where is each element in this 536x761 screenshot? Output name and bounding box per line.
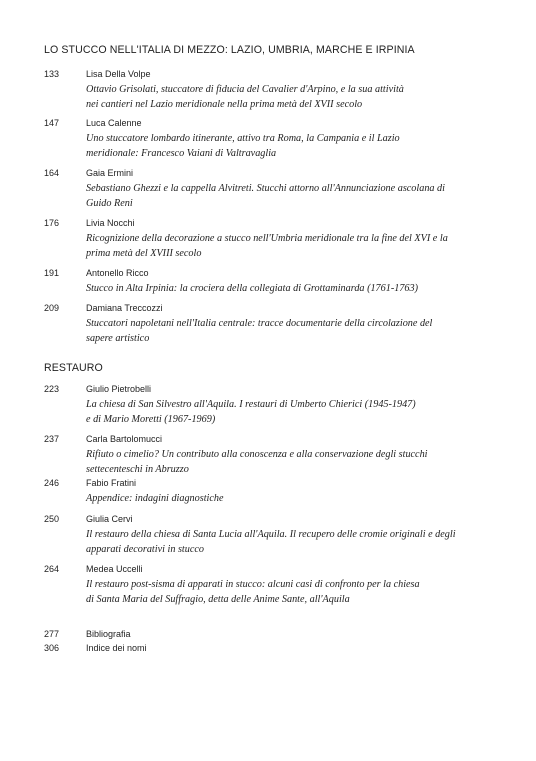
back-matter-label: Bibliografia <box>86 629 131 639</box>
entry-author: Carla Bartolomucci <box>86 434 163 444</box>
page-number: 223 <box>44 384 60 394</box>
entry-title-line: Ottavio Grisolati, stuccatore di fiducia del Cavalier d'Arpino, e la sua attività <box>86 84 404 95</box>
entry-title <box>86 281 506 296</box>
entry-title-line: apparati decorativi in stucco <box>86 544 204 555</box>
page-number: 246 <box>44 478 60 488</box>
entry-title <box>86 447 506 477</box>
entry-title <box>86 316 506 346</box>
page-number: 237 <box>44 434 60 444</box>
entry-author: Giulia Cervi <box>86 514 133 524</box>
entry-author: Medea Uccelli <box>86 564 143 574</box>
entry-author: Giulio Pietrobelli <box>86 384 152 394</box>
page-number: 133 <box>44 69 60 79</box>
entry-title <box>86 181 506 211</box>
page-number: 264 <box>44 564 60 574</box>
entry-title <box>86 397 506 427</box>
entry-title-line: Stuccatori napoletani nell'Italia centrale: tracce documentarie della circolazione del <box>86 318 433 329</box>
entry-title-line: Guido Reni <box>86 198 133 209</box>
entry-title <box>86 131 506 161</box>
entry-title-line: Rifiuto o cimelio? Un contributo alla conoscenza e alla conservazione degli stucchi <box>86 449 428 460</box>
entry-title-line: Il restauro post-sisma di apparati in stucco: alcuni casi di confronto per la chiesa <box>86 579 420 590</box>
entry-title <box>86 82 506 112</box>
entry-title-line: settecenteschi in Abruzzo <box>86 464 189 475</box>
entry-title-line: e di Mario Moretti (1967-1969) <box>86 414 216 425</box>
entry-author: Luca Calenne <box>86 118 142 128</box>
entry-title-line: nei cantieri nel Lazio meridionale nella prima metà del XVII secolo <box>86 99 363 110</box>
entry-title-line: di Santa Maria del Suffragio, detta delle Anime Sante, all'Aquila <box>86 594 350 605</box>
page-number: 306 <box>44 643 60 653</box>
entry-title-line: Il restauro della chiesa di Santa Lucia all'Aquila. Il recupero delle cromie originali e degli <box>86 529 456 540</box>
entry-title-line: sapere artistico <box>86 333 150 344</box>
entry-title <box>86 491 506 506</box>
entry-author: Livia Nocchi <box>86 218 135 228</box>
back-matter-label: Indice dei nomi <box>86 643 147 653</box>
entry-author: Damiana Treccozzi <box>86 303 163 313</box>
entry-title <box>86 231 506 261</box>
entry-title-line: meridionale: Francesco Vaiani di Valtravaglia <box>86 148 277 159</box>
section-heading-stucco-italia-di-mezzo: LO STUCCO NELL'ITALIA DI MEZZO: LAZIO, UMBRIA, MARCHE E IRPINIA <box>44 44 415 56</box>
entry-title-line: Ricognizione della decorazione a stucco nell'Umbria meridionale tra la fine del XVI e la <box>86 233 448 244</box>
entry-title-line: Uno stuccatore lombardo itinerante, attivo tra Roma, la Campania e il Lazio <box>86 133 400 144</box>
entry-author: Antonello Ricco <box>86 268 149 278</box>
page-number: 147 <box>44 118 60 128</box>
page-number: 209 <box>44 303 60 313</box>
section-heading-restauro: RESTAURO <box>44 362 103 374</box>
entry-author: Lisa Della Volpe <box>86 69 151 79</box>
page-number: 164 <box>44 168 60 178</box>
entry-author: Fabio Fratini <box>86 478 137 488</box>
entry-title-line: La chiesa di San Silvestro all'Aquila. I restauri di Umberto Chierici (1945-1947) <box>86 399 416 410</box>
page-number: 250 <box>44 514 60 524</box>
entry-title-line: prima metà del XVIII secolo <box>86 248 202 259</box>
page-number: 176 <box>44 218 60 228</box>
entry-title-line: Stucco in Alta Irpinia: la crociera della collegiata di Grottaminarda (1761-1763) <box>86 283 418 294</box>
entry-title-line: Sebastiano Ghezzi e la cappella Alvitreti. Stucchi attorno all'Annunciazione ascolana di <box>86 183 445 194</box>
entry-title-line: Appendice: indagini diagnostiche <box>86 493 224 504</box>
entry-author: Gaia Ermini <box>86 168 134 178</box>
page-number: 277 <box>44 629 60 639</box>
page-number: 191 <box>44 268 60 278</box>
entry-title <box>86 577 506 607</box>
entry-title <box>86 527 506 557</box>
